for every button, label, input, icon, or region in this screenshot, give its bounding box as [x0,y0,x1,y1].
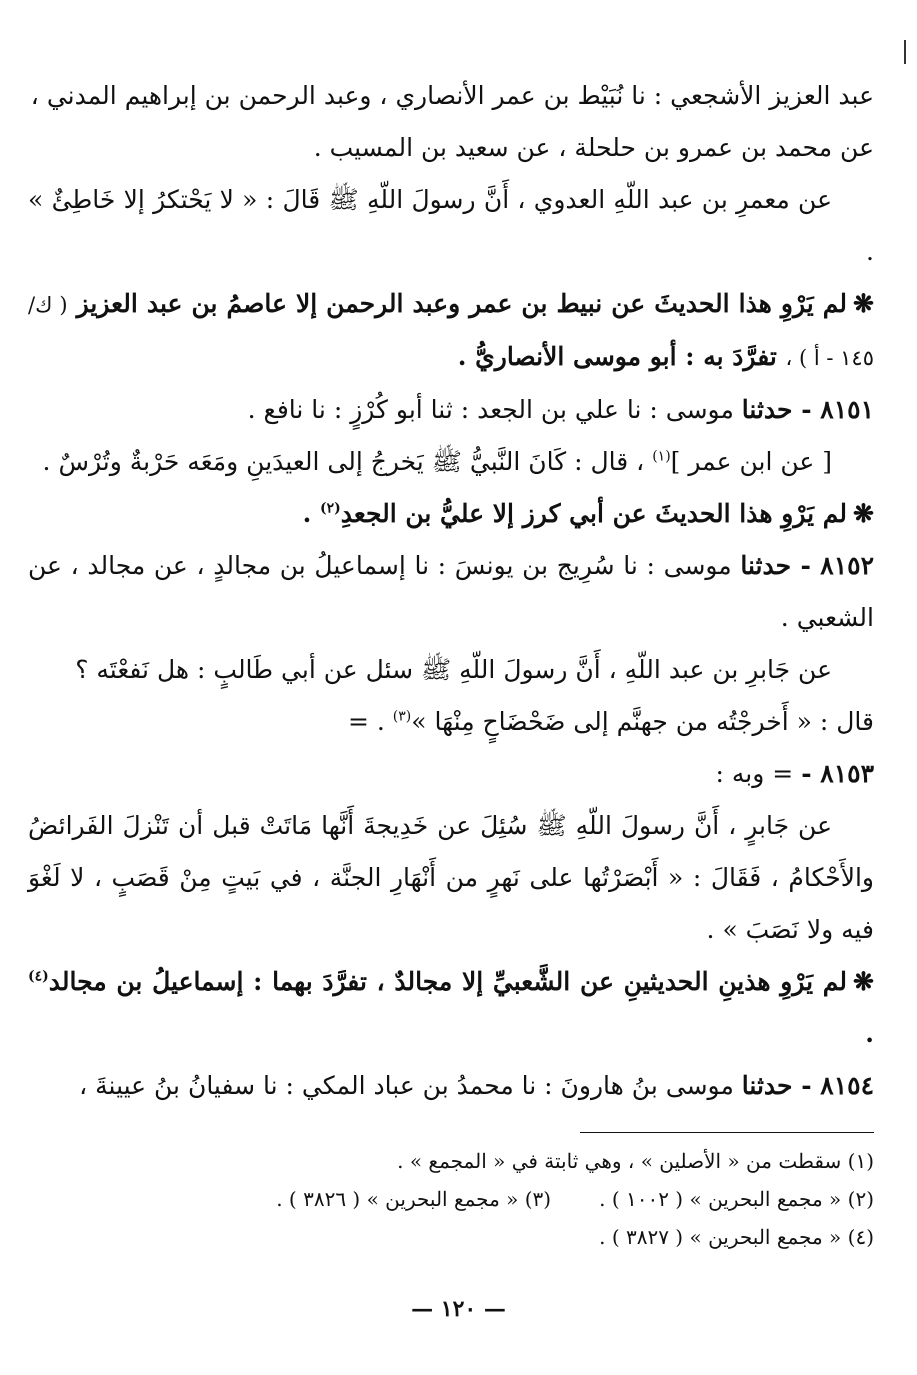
hadith-8153-isnad: ٨١٥٣ - = وبه : [715,759,874,788]
page-edge-mark [904,40,909,64]
hadith-8152-isnad: ٨١٥٢ - حدثنا موسى : نا سُرِيج بن يونسَ : نا إسماعيلُ بن مجالدٍ ، عن مجالد ، عن الشعبي . [28,551,875,632]
star-marker: ❋ [853,289,874,318]
footnote-row [28,1180,874,1218]
footnote-ref: (٢) [320,500,341,517]
note-paragraph: ❋لم يَرْوِ هذا الحديثَ عن أبي كرز إلا عليُّ بن الجعدِ$^{(٢)}$ . [302,499,874,528]
note-paragraph: ❋لم يَرْوِ هذينِ الحديثينِ عن الشَّعبيِّ إلا مجالدٌ ، تفرَّدَ بهما : إسماعيلُ بن مجالد$^{(٤)}$ . [28,967,874,1048]
page-number: — ١٢٠ — [411,1296,506,1322]
footnote-row [28,1142,874,1180]
star-marker: ❋ [853,967,874,996]
star-marker: ❋ [853,499,874,528]
paragraph-hadith-text: عن معمرِ بن عبد اللّهِ العدوي ، أَنَّ رسولَ اللّهِ ﷺ قَالَ : « لا يَحْتكرُ إلا خَاطِئٌ » . [28,185,874,266]
hadith-number: ٨١٥٤ - حدثنا [741,1071,874,1100]
hadith-8153-text: عن جَابرٍ ، أَنَّ رسولَ اللّهِ ﷺ سُئِلَ عن خَدِيجةَ أَنَّها مَاتَتْ قبل أن تَنْزلَ الفَرائضُ والأَحْكامُ ، فَقَالَ : « أَبْصَرْتُها على نَهرٍ من أَنْهَارِ الجنَّة ، في بَيتٍ مِنْ قَصَبٍ ، لا لَغْوَ فيه ولا نَصَبَ » . [28,811,874,944]
footnote-row [28,1218,874,1256]
note-paragraph: ❋لم يَرْوِ هذا الحديثَ عن نبيط بن عمر وعبد الرحمن إلا عاصمُ بن عبد العزيز ( ك/ ١٤٥ - أ ) ، تفرَّدَ به : أبو موسى الأنصاريُّ . [28,289,874,371]
footnotes [28,1142,874,1256]
hadith-8151-text: [ عن ابن عمر ]$^{(١)}$ ، قال : كَانَ النَّبيُّ ﷺ يَخرجُ إلى العيدَينِ ومَعَه حَرْبةٌ وتُرْسٌ . [42,447,832,476]
footnote-ref: (٤) [28,968,49,985]
hadith-number: ٨١٥١ - حدثنا [741,395,874,424]
main-text [28,70,874,1112]
footnote-2: (٢) « مجمع البحرين » ( ١٠٠٢ ) . [599,1187,874,1211]
hadith-8154-isnad: ٨١٥٤ - حدثنا موسى بنُ هارونَ : نا محمدُ بن عباد المكي : نا سفيانُ بنُ عيينةَ ، [79,1071,874,1100]
footnote-4: (٤) « مجمع البحرين » ( ٣٨٢٧ ) . [599,1225,874,1249]
manuscript-ref: ( ك/ ١٤٥ - أ ) ، [28,293,874,370]
hadith-8151-isnad: ٨١٥١ - حدثنا موسى : نا علي بن الجعد : ثنا أبو كُرْزٍ : نا نافع . [247,395,874,424]
paragraph-isnad-continued: عبد العزيز الأشجعي : نا نُبَيْط بن عمر الأنصاري ، وعبد الرحمن بن إبراهيم المدني ، عن محمد بن عمرو بن حلحلة ، عن سعيد بن المسيب . [30,81,874,162]
hadith-8152-text: عن جَابرِ بن عبد اللّهِ ، أَنَّ رسولَ اللّهِ ﷺ سئل عن أبي طَالبٍ : هل نَفعْتَه ؟ قال : « أَخرجْتُه من جهنَّم إلى ضَحْضَاحٍ مِنْهَا »$^{(٣)}$ . = [75,655,874,736]
footnote-ref: (١) [652,448,671,465]
footnote-3: (٣) « مجمع البحرين » ( ٣٨٢٦ ) . [276,1187,552,1211]
hadith-number: ٨١٥٢ - حدثنا [740,551,875,580]
footnote-1: (١) سقطت من « الأصلين » ، وهي ثابتة في « المجمع » . [397,1149,874,1173]
hadith-number: ٨١٥٣ - [801,759,874,788]
footnote-ref: (٣) [392,708,412,725]
footnote-divider [580,1132,874,1133]
